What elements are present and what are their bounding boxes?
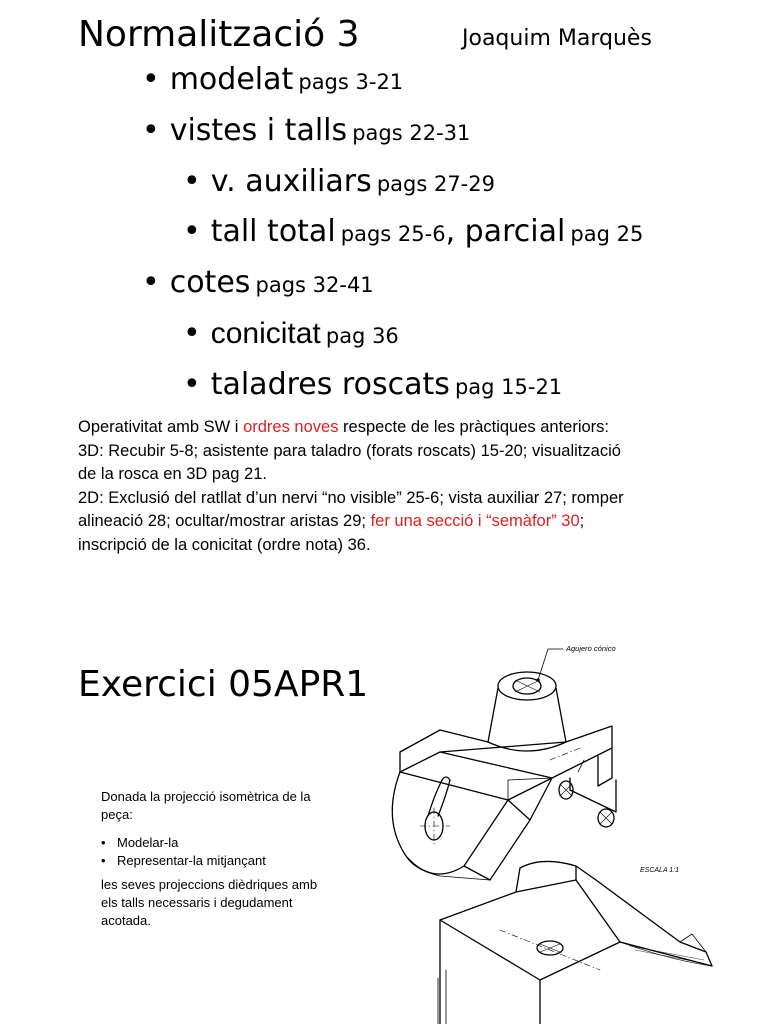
operativitat-paragraph [78,416,758,557]
bullet-pages: pags 27-29 [376,172,495,196]
exercise-instructions [101,788,331,930]
para-text: alineació 28; ocultar/mostrar aristas 29; [78,512,371,530]
bullet-tall [183,214,643,249]
instructions-item: • Representar-la mitjançant [101,852,331,870]
bullet-main: tall total [210,214,336,249]
para-highlight: ordres noves [243,418,339,436]
isometric-drawing [380,630,768,1024]
bullet-dot-icon: • [183,214,201,249]
bullet-conicitat [183,316,399,351]
bullet-main: conicitat [210,317,321,350]
bullet-main: modelat [169,62,294,97]
bullet-auxiliars [183,164,495,199]
para-line: inscripció de la conicitat (ordre nota) 36. [78,535,371,554]
bullet-main: taladres roscats [210,367,450,402]
para-text: ; [579,512,585,530]
bullet-dot-icon: • [183,316,201,351]
para-line [78,510,758,534]
drawing-label: Agujero cónico [566,644,616,653]
bullet-modelat [142,62,403,97]
para-highlight: fer una secció i “semàfor” 30 [370,512,580,530]
bullet-dot-icon: • [183,367,201,402]
exercise-title: Exercici 05APR1 [78,664,369,705]
author-name: Joaquim Marquès [462,26,652,51]
bullet-main: cotes [169,265,251,300]
para-line: de la rosca en 3D pag 21. [78,465,267,483]
bullet-pages: pags 32-41 [255,273,374,297]
instructions-intro: Donada la projecció isomètrica de la peça: [101,789,311,822]
bullet-pages: pags 22-31 [352,121,471,145]
bullet-dot-icon: • [142,62,160,97]
drawing-scale: ESCALA 1:1 [640,867,680,874]
bullet-vistes [142,113,470,148]
slide-title: Normalització 3 [78,14,360,55]
bullet-main: vistes i talls [169,113,348,148]
bullet-separator: , [445,214,465,249]
bullet-cotes [142,265,374,300]
bullet-dot-icon: • [183,164,201,199]
para-line [78,416,758,440]
bullet-pages: pags 3-21 [298,70,404,94]
instructions-outro: les seves projeccions dièdriques amb els talls necessaris i degudament acotada. [101,877,318,928]
para-text: Operativitat amb SW i [78,418,244,436]
bullet-taladres [183,367,562,402]
bullet-pages: pag 15-21 [454,375,563,399]
bullet-pages: pags 25-6 [340,222,446,246]
para-line: 3D: Recubir 5-8; asistente para taladro (forats roscats) 15-20; visualització [78,441,621,460]
bullet-pages: pag 36 [325,324,399,348]
instructions-item: • Modelar-la [101,834,331,852]
instructions-list [101,834,331,870]
bullet-dot-icon: • [142,113,160,148]
para-line: 2D: Exclusió del ratllat d’un nervi “no visible” 25-6; vista auxiliar 27; romper [78,488,624,507]
bullet-dot-icon: • [142,265,160,300]
bullet-main: v. auxiliars [210,164,372,199]
bullet-pages-2: pag 25 [570,222,644,246]
para-text: respecte de les pràctiques anteriors: [338,418,610,436]
bullet-main-2: parcial [464,214,566,249]
